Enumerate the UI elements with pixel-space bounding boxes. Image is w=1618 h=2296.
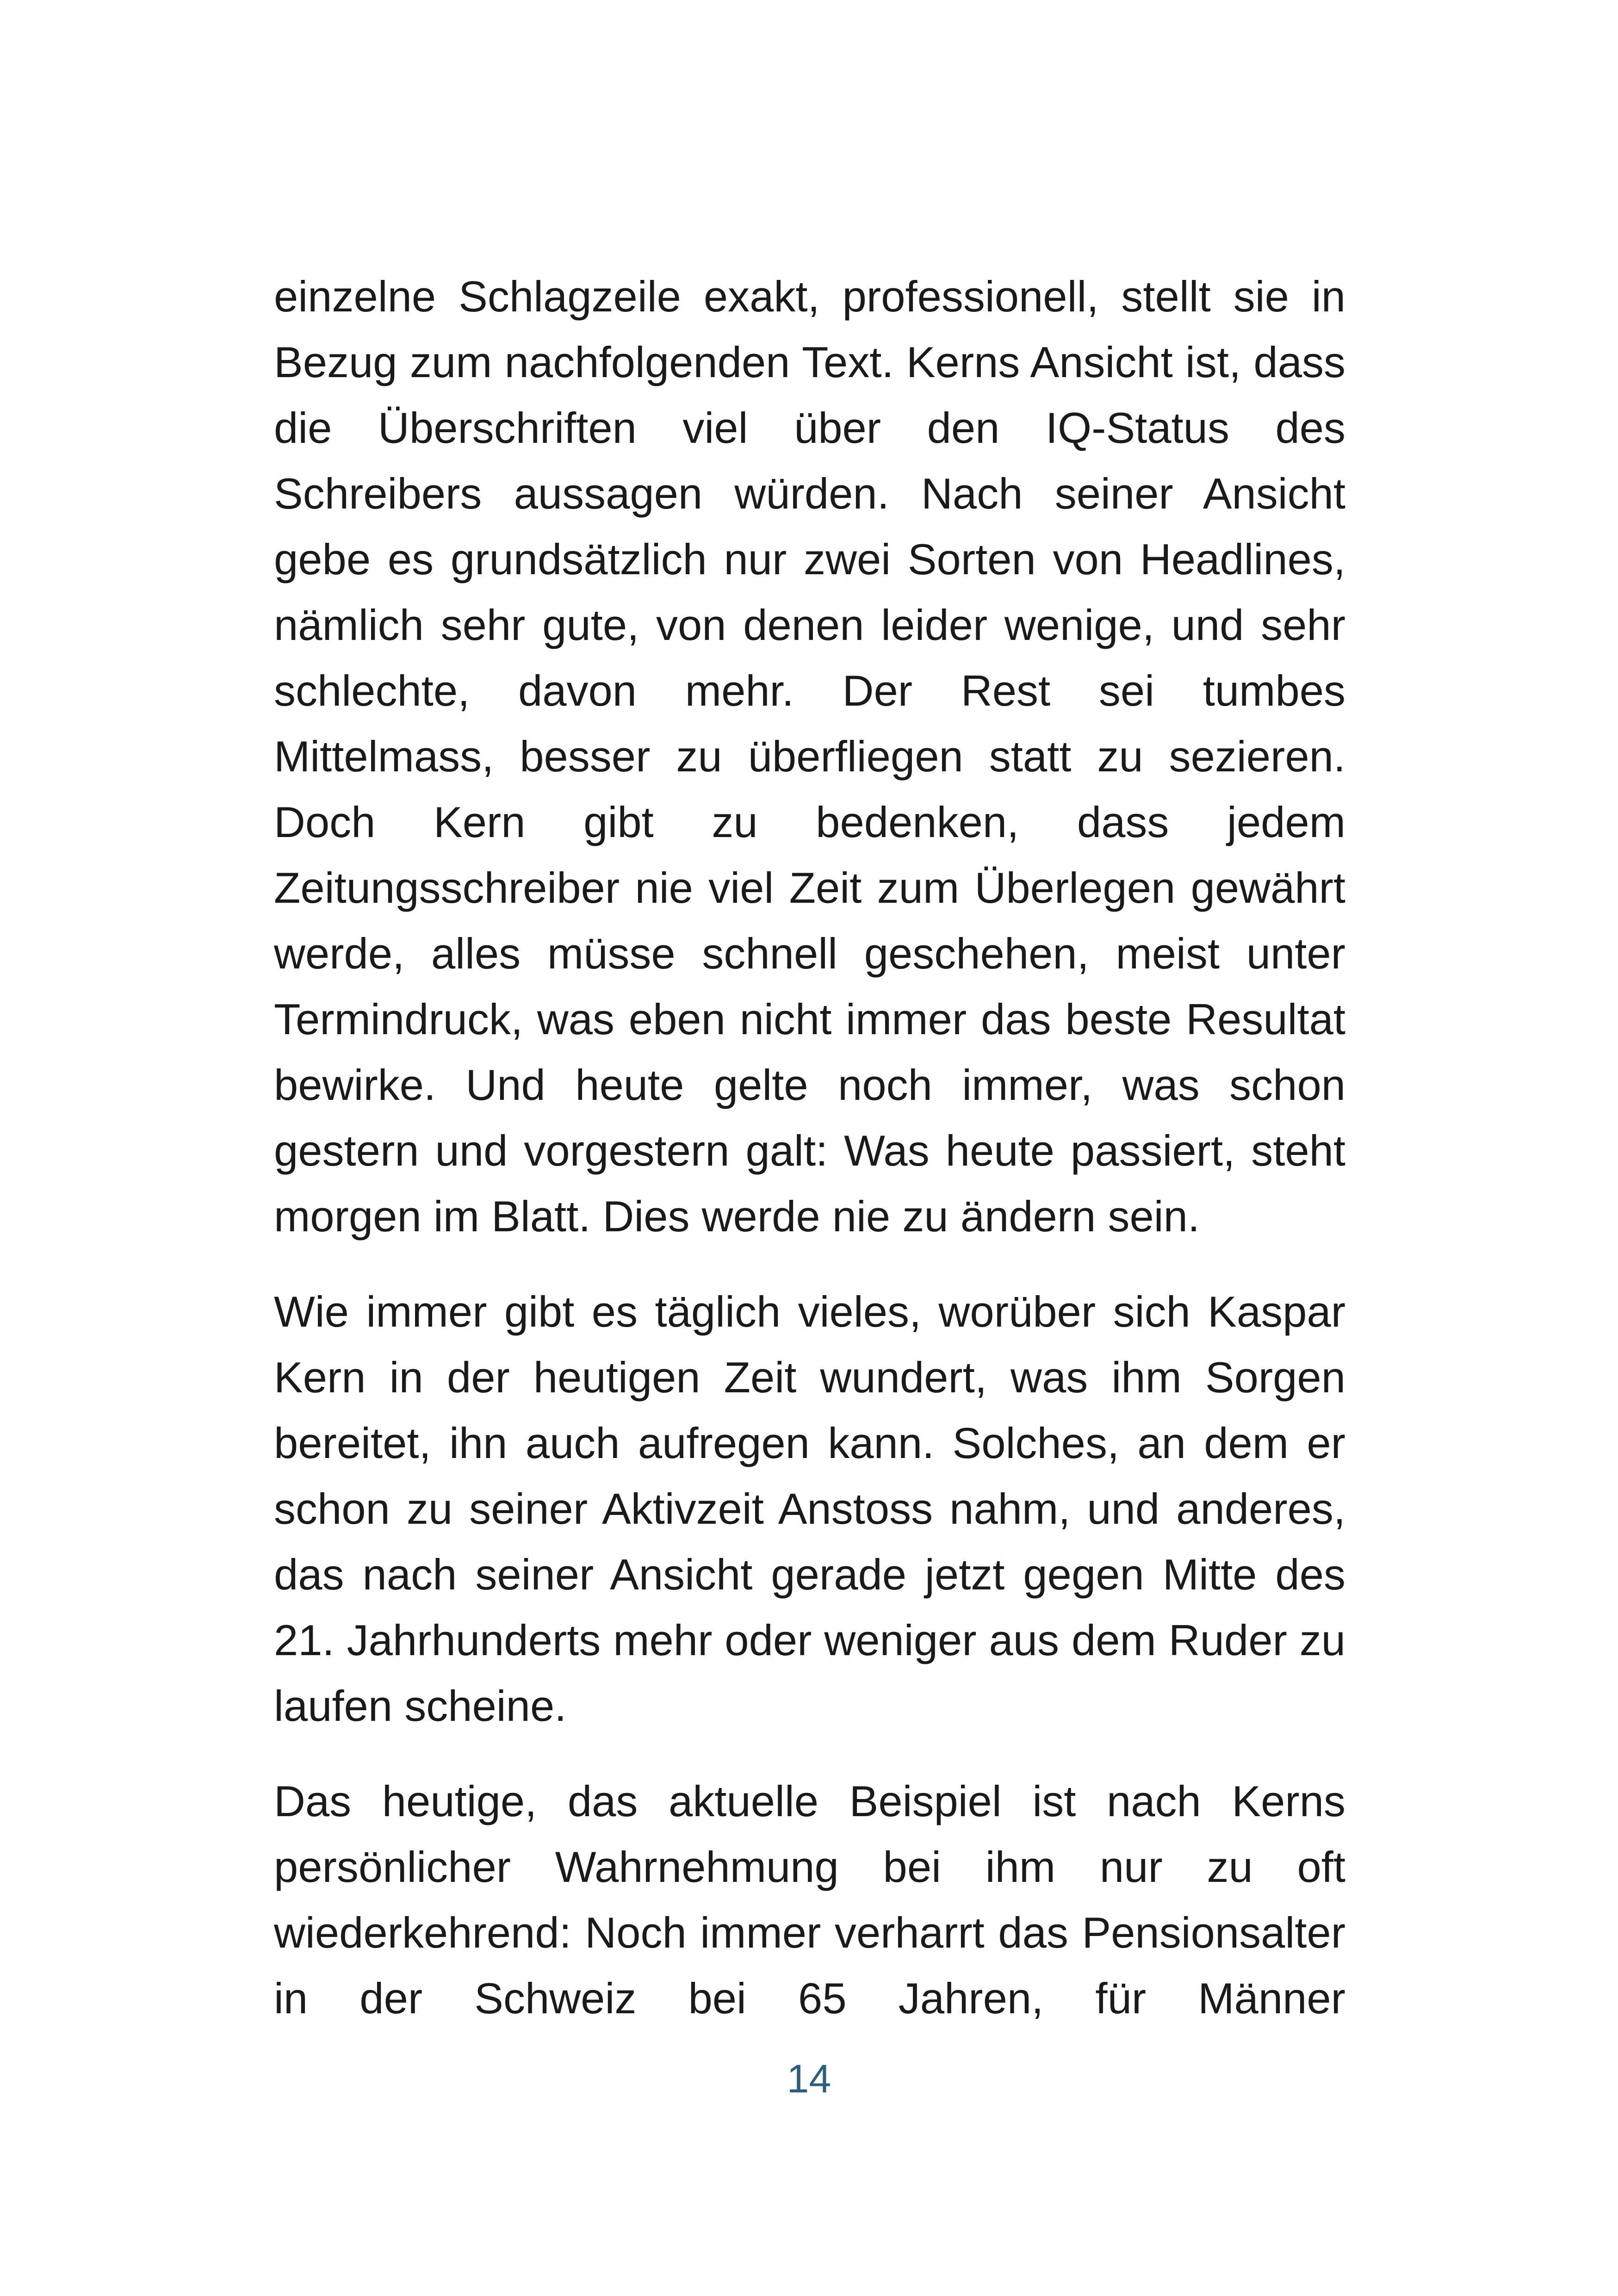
paragraph-3: Das heutige, das aktuelle Beispiel ist nach Kerns persönlicher Wahrnehmung bei ihm nur zu oft wiederkehrend: Noch immer verharrt das Pensionsalter in der Schweiz bei 65 Jahren, für Männer (274, 1777, 1345, 2023)
body-text (274, 264, 1345, 2031)
paragraph-2: Wie immer gibt es täglich vieles, worüber sich Kaspar Kern in der heutigen Zeit wundert, was ihm Sorgen bereitet, ihn auch aufregen kann. Solches, an dem er schon zu seiner Aktivzeit Anstoss nahm, und anderes, das nach seiner Ansicht gerade jetzt gegen Mitte des 21. Jahrhunderts mehr oder weniger aus dem Ruder zu laufen scheine. (274, 1287, 1345, 1730)
paragraph-1: einzelne Schlagzeile exakt, professionell, stellt sie in Bezug zum nachfolgenden Text. Kerns Ansicht ist, dass die Überschriften viel über den IQ-Status des Schreibers aussagen würden. Nach seiner Ansicht gebe es grundsätzlich nur zwei Sorten von Headlines, nämlich sehr gute, von denen leider wenige, und sehr schlechte, davon mehr. Der Rest sei tumbes Mittelmass, besser zu überfliegen statt zu sezieren. Doch Kern gibt zu bedenken, dass jedem Zeitungsschreiber nie viel Zeit zum Überlegen gewährt werde, alles müsse schnell geschehen, meist unter Termindruck, was eben nicht immer das beste Resultat bewirke. Und heute gelte noch immer, was schon gestern und vorgestern galt: Was heute passiert, steht morgen im Blatt. Dies werde nie zu ändern sein. (274, 272, 1345, 1241)
page-number: 14 (787, 2057, 831, 2101)
